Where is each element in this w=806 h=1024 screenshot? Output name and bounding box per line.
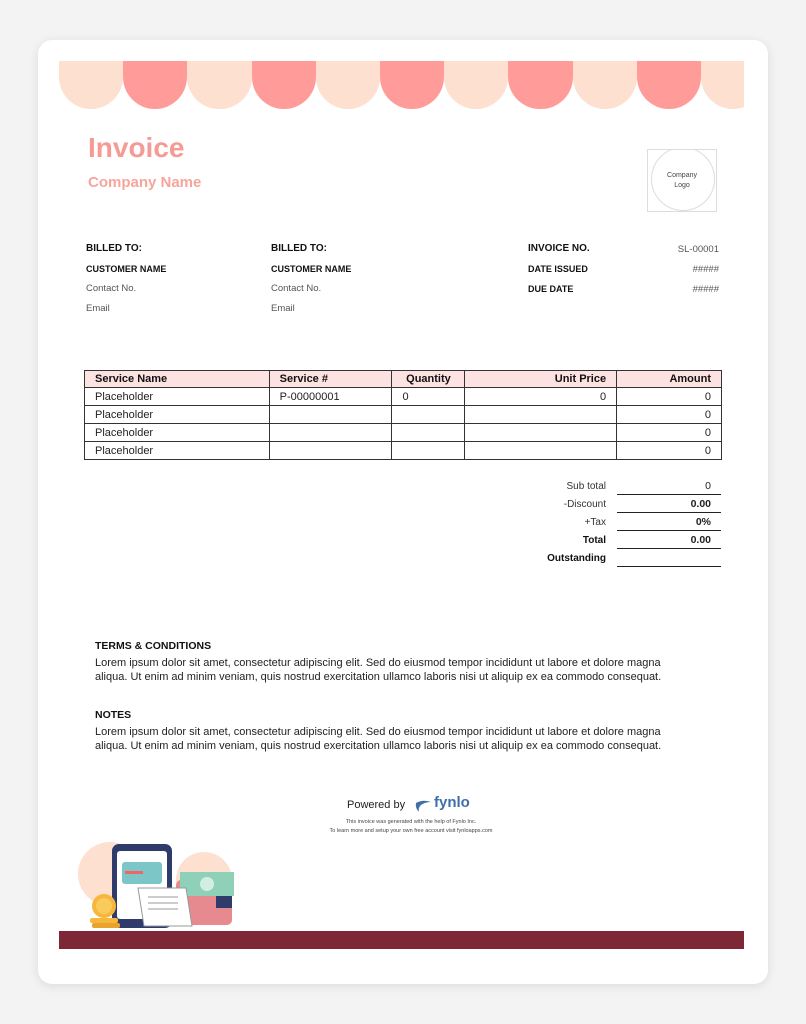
- table-row: [85, 424, 722, 442]
- awning-scallop: [59, 61, 123, 109]
- fynlo-brand[interactable]: fynlo: [434, 794, 470, 811]
- subtotal-label: Sub total: [566, 481, 606, 492]
- customer-name[interactable]: CUSTOMER NAME: [86, 264, 167, 274]
- powered-by-text: Powered by: [347, 799, 406, 811]
- cell-unit-price[interactable]: [465, 424, 617, 442]
- column-header-service-number: Service #: [269, 371, 392, 388]
- cell-service-name[interactable]: Placeholder: [85, 424, 270, 442]
- cell-quantity[interactable]: 0: [392, 388, 465, 406]
- cell-unit-price[interactable]: [465, 406, 617, 424]
- awning-scallop: [508, 61, 572, 109]
- cell-quantity[interactable]: [392, 424, 465, 442]
- cell-amount[interactable]: 0: [617, 388, 722, 406]
- column-header-unit-price: Unit Price: [465, 371, 617, 388]
- customer-name[interactable]: CUSTOMER NAME: [271, 264, 352, 274]
- awning-scallop: [637, 61, 701, 109]
- awning-scallop: [252, 61, 316, 109]
- invoice-card: [38, 40, 768, 984]
- cell-service-name[interactable]: Placeholder: [85, 406, 270, 424]
- outstanding-label: Outstanding: [547, 553, 606, 564]
- awning-scallop: [187, 61, 251, 109]
- invoice-title: Invoice: [88, 132, 185, 163]
- subtotal-divider: [617, 494, 721, 495]
- billed-to-heading: BILLED TO:: [86, 243, 142, 254]
- date-issued-label: DATE ISSUED: [528, 264, 588, 274]
- contact-number[interactable]: Contact No.: [86, 283, 137, 294]
- discount-value[interactable]: 0.00: [690, 498, 711, 510]
- awning-scallop: [701, 61, 744, 109]
- email[interactable]: Email: [271, 303, 295, 314]
- cell-unit-price[interactable]: [465, 442, 617, 460]
- awning-scallop: [316, 61, 380, 109]
- discount-label: -Discount: [563, 499, 606, 510]
- outstanding-divider: [617, 566, 721, 567]
- subtotal-value[interactable]: 0: [705, 480, 711, 492]
- column-header-service-name: Service Name: [85, 371, 270, 388]
- line-items-table: [84, 370, 722, 460]
- company-name[interactable]: Company Name: [88, 174, 202, 191]
- terms-text[interactable]: Lorem ipsum dolor sit amet, consectetur adipiscing elit. Sed do eiusmod tempor incididunt ut labore et dolore magna aliqua. Ut enim ad minim veniam, quis nostrud exercitation ullamco laboris nisi ut aliquip ex ea commodo consequat.: [95, 657, 662, 683]
- footer-note-line-2: To learn more and setup your own free account visit fynloapps.com: [329, 828, 493, 834]
- cell-service-number[interactable]: [269, 406, 392, 424]
- table-header-row: [85, 371, 722, 388]
- billed-to-heading: BILLED TO:: [271, 243, 327, 254]
- table-row: [85, 406, 722, 424]
- payment-illustration: [76, 836, 241, 934]
- awning-decoration: [59, 61, 744, 109]
- due-date-value[interactable]: #####: [692, 284, 719, 295]
- awning-scallop: [380, 61, 444, 109]
- table-row: [85, 388, 722, 406]
- cell-amount[interactable]: 0: [617, 442, 722, 460]
- cell-service-name[interactable]: Placeholder: [85, 442, 270, 460]
- logo-text: Company Logo: [667, 172, 697, 189]
- cell-service-number[interactable]: P-00000001: [269, 388, 392, 406]
- table-row: [85, 442, 722, 460]
- terms-title: TERMS & CONDITIONS: [95, 640, 212, 652]
- awning-scallop: [444, 61, 508, 109]
- tax-value[interactable]: 0%: [695, 516, 711, 528]
- total-value[interactable]: 0.00: [690, 534, 711, 546]
- notes-text[interactable]: Lorem ipsum dolor sit amet, consectetur adipiscing elit. Sed do eiusmod tempor incididunt ut labore et dolore magna aliqua. Ut enim ad minim veniam, quis nostrud exercitation ullamco laboris nisi ut aliquip ex ea commodo consequat.: [95, 726, 662, 752]
- date-issued-value[interactable]: #####: [692, 264, 719, 275]
- cell-service-number[interactable]: [269, 442, 392, 460]
- footer-note-line-1: This invoice was generated with the help of Fynlo Inc.: [345, 819, 477, 825]
- invoice-no-value[interactable]: SL-00001: [677, 244, 719, 255]
- awning-scallop: [123, 61, 187, 109]
- due-date-label: DUE DATE: [528, 284, 574, 294]
- fynlo-logo-icon: [414, 799, 432, 813]
- cell-unit-price[interactable]: 0: [465, 388, 617, 406]
- tax-divider: [617, 530, 721, 531]
- company-logo-placeholder[interactable]: [647, 149, 717, 212]
- cell-quantity[interactable]: [392, 406, 465, 424]
- invoice-no-label: INVOICE NO.: [528, 243, 590, 254]
- notes-title: NOTES: [95, 709, 132, 721]
- awning-scallop: [573, 61, 637, 109]
- email[interactable]: Email: [86, 303, 110, 314]
- cell-service-name[interactable]: Placeholder: [85, 388, 270, 406]
- total-label: Total: [582, 535, 606, 546]
- column-header-quantity: Quantity: [392, 371, 465, 388]
- total-divider: [617, 548, 721, 549]
- footer-bar: [59, 931, 744, 949]
- column-header-amount: Amount: [617, 371, 722, 388]
- cell-amount[interactable]: 0: [617, 424, 722, 442]
- cell-quantity[interactable]: [392, 442, 465, 460]
- tax-label: +Tax: [584, 517, 606, 528]
- cell-amount[interactable]: 0: [617, 406, 722, 424]
- cell-service-number[interactable]: [269, 424, 392, 442]
- discount-divider: [617, 512, 721, 513]
- contact-number[interactable]: Contact No.: [271, 283, 322, 294]
